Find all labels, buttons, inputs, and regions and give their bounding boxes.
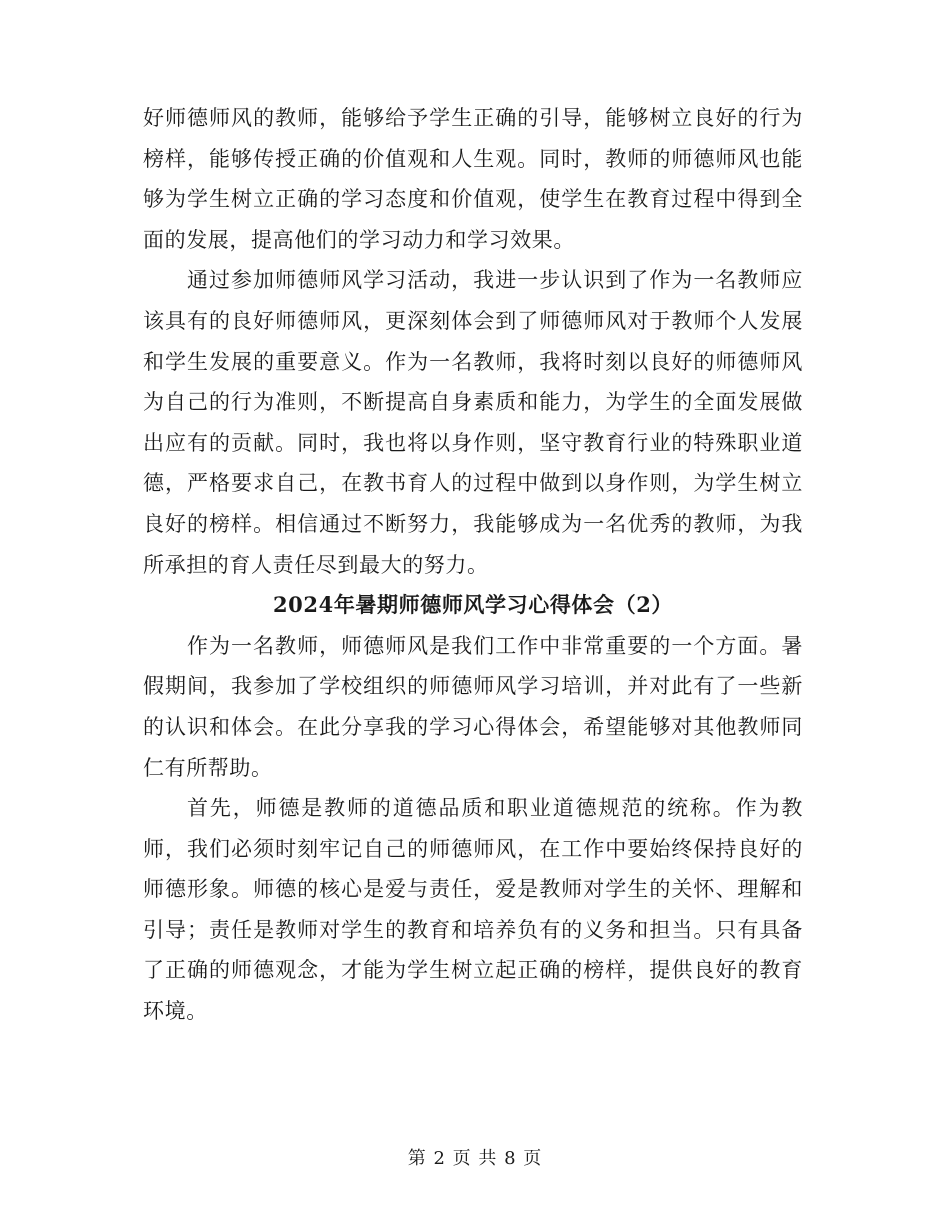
paragraph: 作为一名教师，师德师风是我们工作中非常重要的一个方面。暑假期间，我参加了学校组织的师德师风学习培训，并对此有了一些新的认识和体会。在此分享我的学习心得体会，希望能够对其他教师同仁有所帮助。 — [143, 633, 803, 780]
paragraph: 首先，师德是教师的道德品质和职业道德规范的统称。作为教师，我们必须时刻牢记自己的师德师风，在工作中要始终保持良好的师德形象。师德的核心是爱与责任，爱是教师对学生的关怀、理解和引导；责任是教师对学生的教育和培养负有的义务和担当。只有具备了正确的师德观念，才能为学生树立起正确的榜样，提供良好的教育环境。 — [143, 796, 803, 1024]
page-number-label: 第 2 页 共 8 页 — [407, 1148, 543, 1169]
section-title: 2024年暑期师德师风学习心得体会（2） — [272, 592, 674, 618]
page-footer — [0, 1145, 950, 1173]
paragraph-continued: 好师德师风的教师，能够给予学生正确的引导，能够树立良好的行为榜样，能够传授正确的价值观和人生观。同时，教师的师德师风也能够为学生树立正确的学习态度和价值观，使学生在教育过程中得到全面的发展，提高他们的学习动力和学习效果。 — [143, 106, 803, 252]
paragraph: 通过参加师德师风学习活动，我进一步认识到了作为一名教师应该具有的良好师德师风，更深刻体会到了师德师风对于教师个人发展和学生发展的重要意义。作为一名教师，我将时刻以良好的师德师风为自己的行为准则，不断提高自身素质和能力，为学生的全面发展做出应有的贡献。同时，我也将以身作则，坚守教育行业的特殊职业道德，严格要求自己，在教书育人的过程中做到以身作则，为学生树立良好的榜样。相信通过不断努力，我能够成为一名优秀的教师，为我所承担的育人责任尽到最大的努力。 — [143, 268, 803, 577]
page-content — [143, 98, 803, 1032]
